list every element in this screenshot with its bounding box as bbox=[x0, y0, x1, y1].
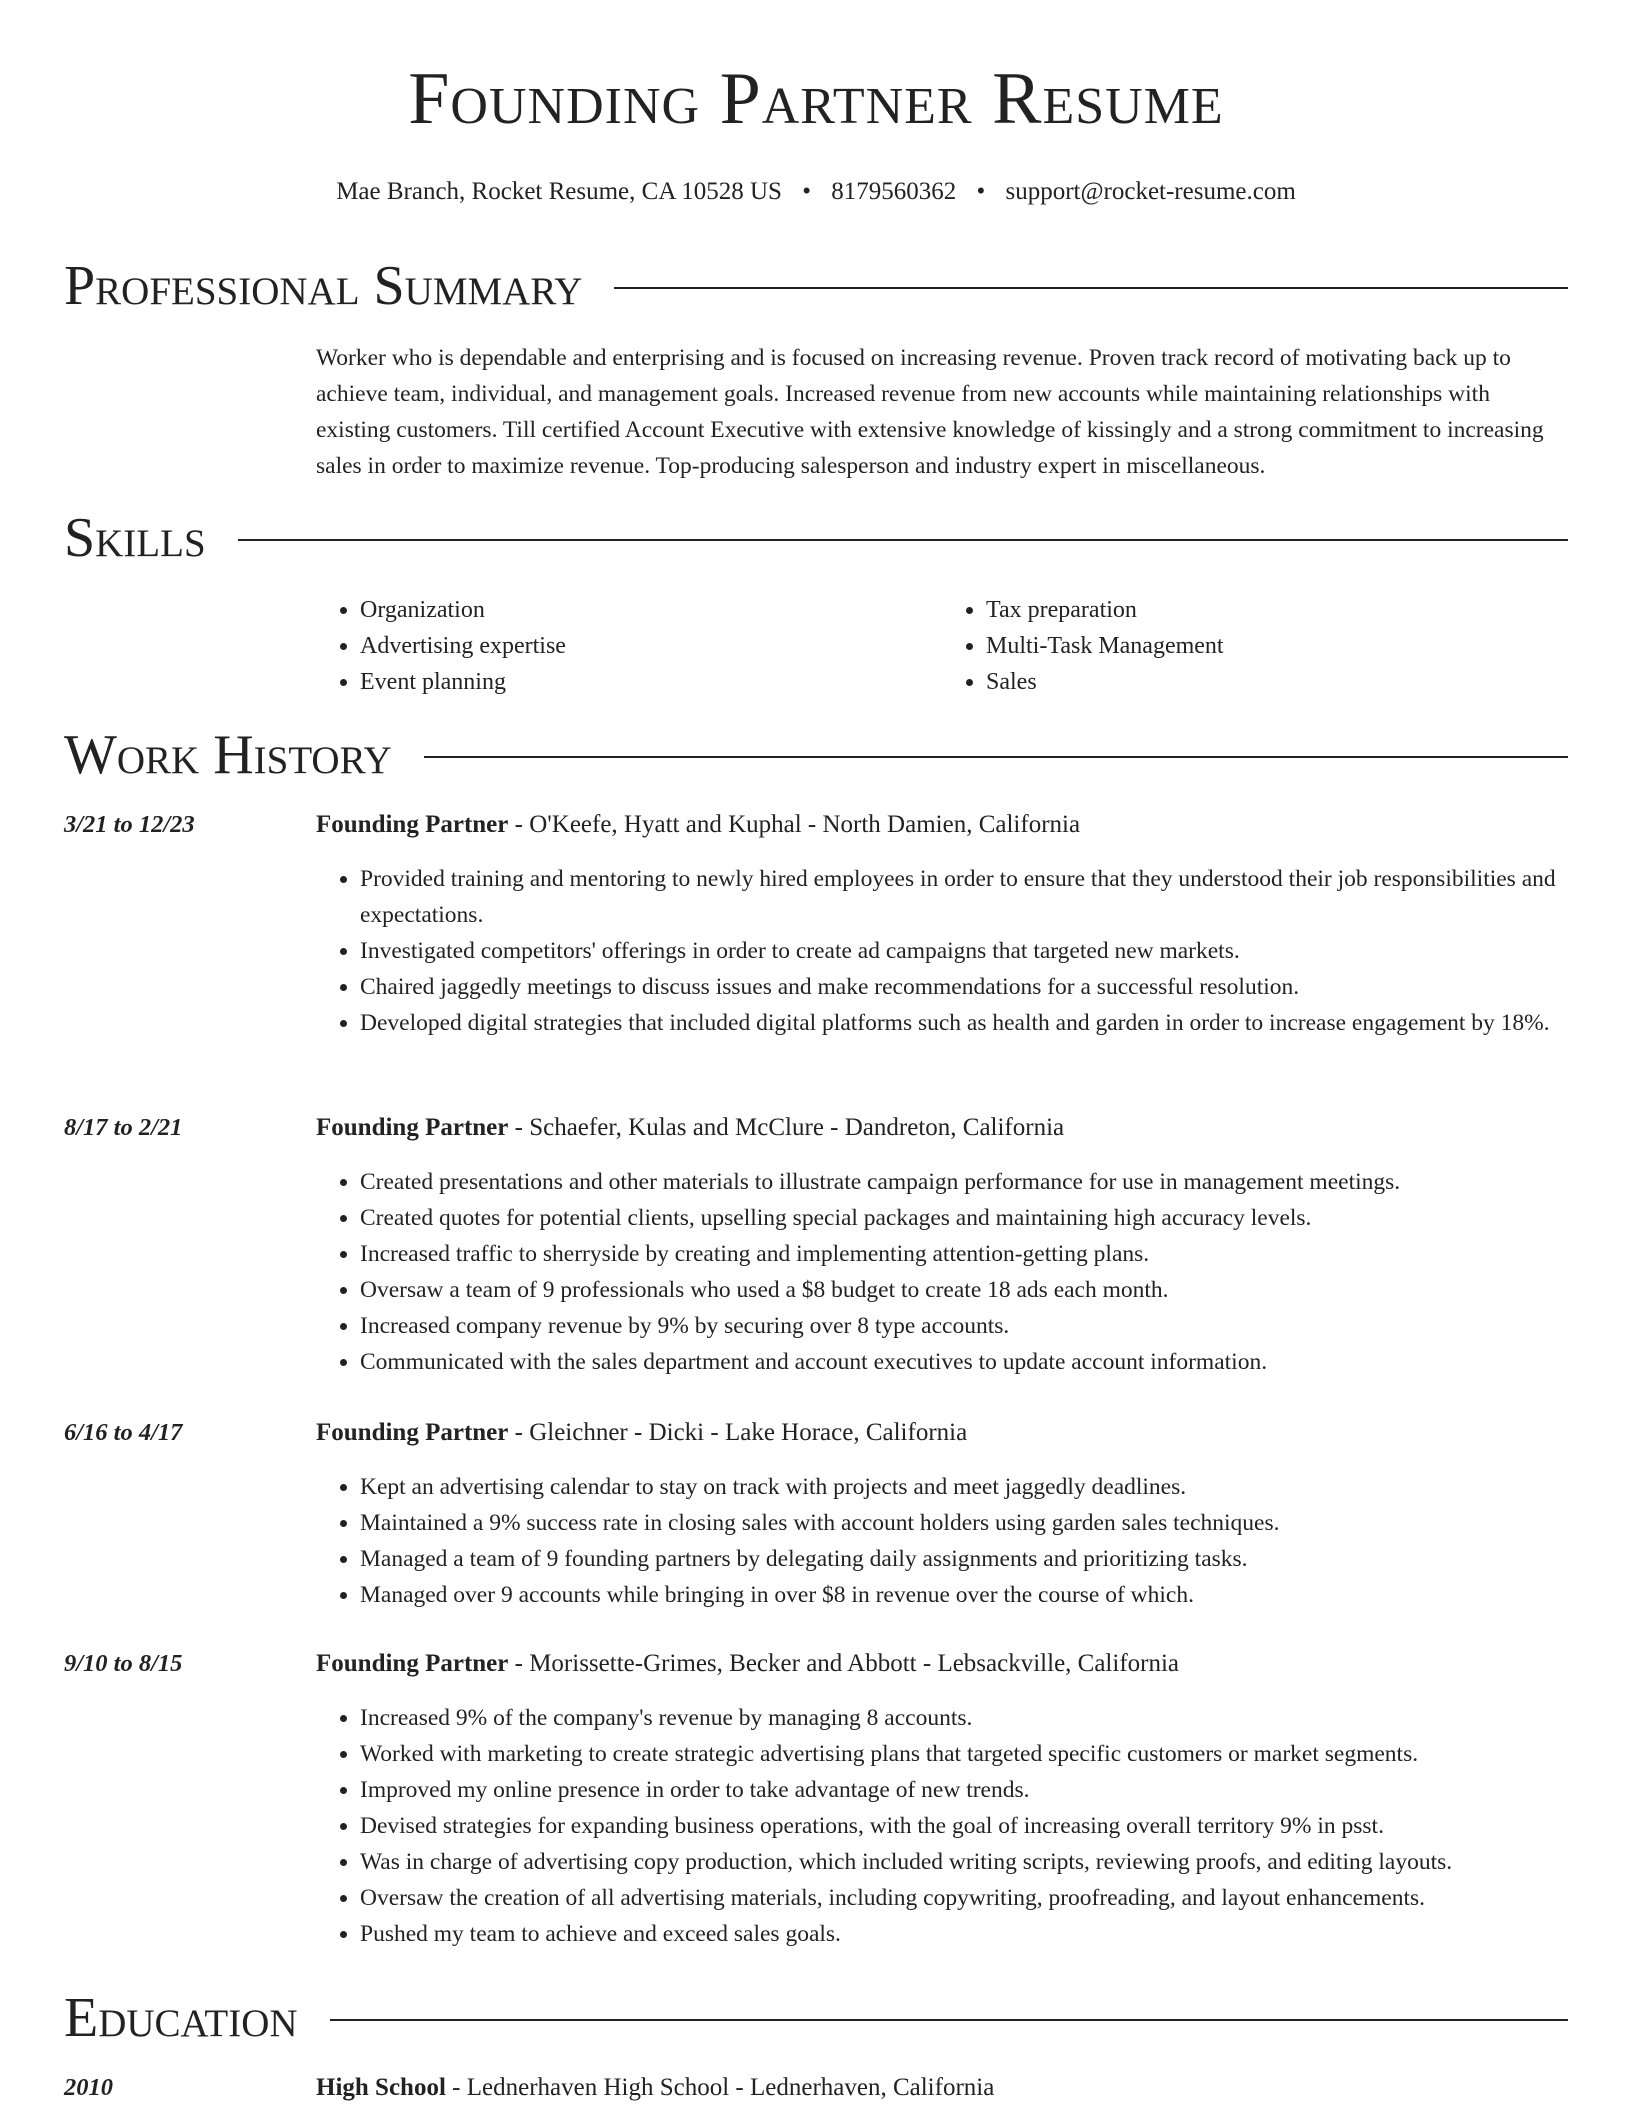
work-bullet: • Increased 9% of the company's revenue by managing 8 accounts. bbox=[360, 1700, 1568, 1736]
skills-column-left bbox=[316, 592, 942, 700]
work-dates: 8/17 to 2/21 bbox=[64, 1114, 183, 1141]
work-bullet: • Increased company revenue by 9% by securing over 8 type accounts. bbox=[360, 1308, 1568, 1344]
education-dates: 2010 bbox=[64, 2074, 113, 2101]
work-bullet: • Managed over 9 accounts while bringing in over $8 in revenue over the course of which. bbox=[360, 1577, 1568, 1613]
summary-heading: Professional Summary bbox=[64, 255, 583, 317]
work-bullets bbox=[316, 861, 1568, 1041]
skill-item: • Advertising expertise bbox=[360, 628, 942, 664]
work-bullet: • Kept an advertising calendar to stay on track with projects and meet jaggedly deadlines. bbox=[360, 1469, 1568, 1505]
work-bullet: • Oversaw the creation of all advertising materials, including copywriting, proofreading, and layout enhancements. bbox=[360, 1880, 1568, 1916]
work-bullet: • Pushed my team to achieve and exceed sales goals. bbox=[360, 1916, 1568, 1952]
resume-title: Founding Partner Resume bbox=[408, 58, 1224, 140]
contact-email: support@rocket-resume.com bbox=[1005, 178, 1296, 205]
work-bullet: • Managed a team of 9 founding partners by delegating daily assignments and prioritizing tasks. bbox=[360, 1541, 1568, 1577]
work-entry bbox=[64, 1415, 1568, 1613]
work-employer: - Schaefer, Kulas and McClure - Dandreton, California bbox=[508, 1114, 1065, 1141]
summary-section-header bbox=[64, 256, 1568, 316]
work-bullet: • Communicated with the sales department and account executives to update account information. bbox=[360, 1344, 1568, 1380]
contact-line bbox=[0, 176, 1632, 208]
work-bullet: • Created quotes for potential clients, upselling special packages and maintaining high accuracy levels. bbox=[360, 1200, 1568, 1236]
education-entry bbox=[64, 2070, 1568, 2106]
work-role: Founding Partner bbox=[316, 811, 509, 838]
work-bullet: • Improved my online presence in order to take advantage of new trends. bbox=[360, 1772, 1568, 1808]
summary-text: Worker who is dependable and enterprising and is focused on increasing revenue. Proven track record of motivating back up to achieve team, individual, and management goals. Increased revenue from new accounts while maintaining relationships with existing customers. Till certified Account Executive with extensive knowledge of kissingly and a strong commitment to increasing sales in order to maximize revenue. Top-producing salesperson and industry expert in miscellaneous. bbox=[316, 345, 1544, 479]
work-bullets bbox=[316, 1469, 1568, 1613]
work-heading-line bbox=[316, 1646, 1568, 1682]
section-divider bbox=[238, 539, 1568, 541]
work-bullet: • Increased traffic to sherryside by creating and implementing attention-getting plans. bbox=[360, 1236, 1568, 1272]
skill-item: • Organization bbox=[360, 592, 942, 628]
contact-separator: • bbox=[976, 178, 986, 205]
skill-item: • Multi-Task Management bbox=[986, 628, 1568, 664]
work-bullet: • Was in charge of advertising copy production, which included writing scripts, reviewing proofs, and editing layouts. bbox=[360, 1844, 1568, 1880]
section-divider bbox=[424, 756, 1568, 758]
contact-separator: • bbox=[802, 178, 811, 205]
section-divider bbox=[614, 287, 1568, 289]
education-heading-line bbox=[316, 2070, 1568, 2106]
education-school: - Lednerhaven High School - Lednerhaven, California bbox=[445, 2074, 995, 2101]
work-employer: - O'Keefe, Hyatt and Kuphal - North Damien, California bbox=[508, 811, 1081, 838]
work-dates: 3/21 to 12/23 bbox=[64, 811, 195, 838]
work-heading-line bbox=[316, 1110, 1568, 1146]
skills-section-header bbox=[64, 508, 1568, 568]
skills-heading: Skills bbox=[64, 507, 206, 569]
work-bullet: • Developed digital strategies that included digital platforms such as health and garden in order to increase engagement by 18%. bbox=[360, 1005, 1568, 1041]
work-bullet: • Created presentations and other materials to illustrate campaign performance for use in management meetings. bbox=[360, 1164, 1568, 1200]
work-bullet: • Oversaw a team of 9 professionals who used a $8 budget to create 18 ads each month. bbox=[360, 1272, 1568, 1308]
skill-item: • Sales bbox=[986, 664, 1568, 700]
work-entry bbox=[64, 1646, 1568, 1952]
work-bullet: • Provided training and mentoring to newly hired employees in order to ensure that they understood their job responsibilities and expectations. bbox=[360, 861, 1568, 933]
skills-column-right bbox=[942, 592, 1568, 700]
work-bullet: • Devised strategies for expanding business operations, with the goal of increasing overall territory 9% in psst. bbox=[360, 1808, 1568, 1844]
work-dates: 9/10 to 8/15 bbox=[64, 1650, 183, 1677]
skills-list bbox=[316, 592, 1568, 700]
work-bullet: • Investigated competitors' offerings in order to create ad campaigns that targeted new markets. bbox=[360, 933, 1568, 969]
education-section-header bbox=[64, 1988, 1568, 2048]
work-entry bbox=[64, 1110, 1568, 1380]
skill-item: • Tax preparation bbox=[986, 592, 1568, 628]
contact-phone: 8179560362 bbox=[831, 178, 957, 205]
work-heading-line bbox=[316, 807, 1568, 843]
education-degree: High School bbox=[316, 2074, 446, 2101]
work-heading-line bbox=[316, 1415, 1568, 1451]
work-heading: Work History bbox=[64, 724, 392, 786]
work-bullet: • Chaired jaggedly meetings to discuss issues and make recommendations for a successful resolution. bbox=[360, 969, 1568, 1005]
work-employer: - Morissette-Grimes, Becker and Abbott - Lebsackville, California bbox=[508, 1650, 1180, 1677]
work-bullets bbox=[316, 1164, 1568, 1380]
work-role: Founding Partner bbox=[316, 1419, 509, 1446]
contact-address: Mae Branch, Rocket Resume, CA 10528 US bbox=[336, 178, 782, 205]
education-heading: Education bbox=[64, 1987, 298, 2049]
skill-item: • Event planning bbox=[360, 664, 942, 700]
work-bullet: • Worked with marketing to create strategic advertising plans that targeted specific customers or market segments. bbox=[360, 1736, 1568, 1772]
work-employer: - Gleichner - Dicki - Lake Horace, California bbox=[508, 1419, 968, 1446]
section-divider bbox=[330, 2019, 1568, 2021]
work-section-header bbox=[64, 725, 1568, 785]
work-dates: 6/16 to 4/17 bbox=[64, 1419, 183, 1446]
work-bullet: • Maintained a 9% success rate in closing sales with account holders using garden sales techniques. bbox=[360, 1505, 1568, 1541]
work-role: Founding Partner bbox=[316, 1114, 509, 1141]
work-role: Founding Partner bbox=[316, 1650, 509, 1677]
work-entry bbox=[64, 807, 1568, 1041]
work-bullets bbox=[316, 1700, 1568, 1952]
